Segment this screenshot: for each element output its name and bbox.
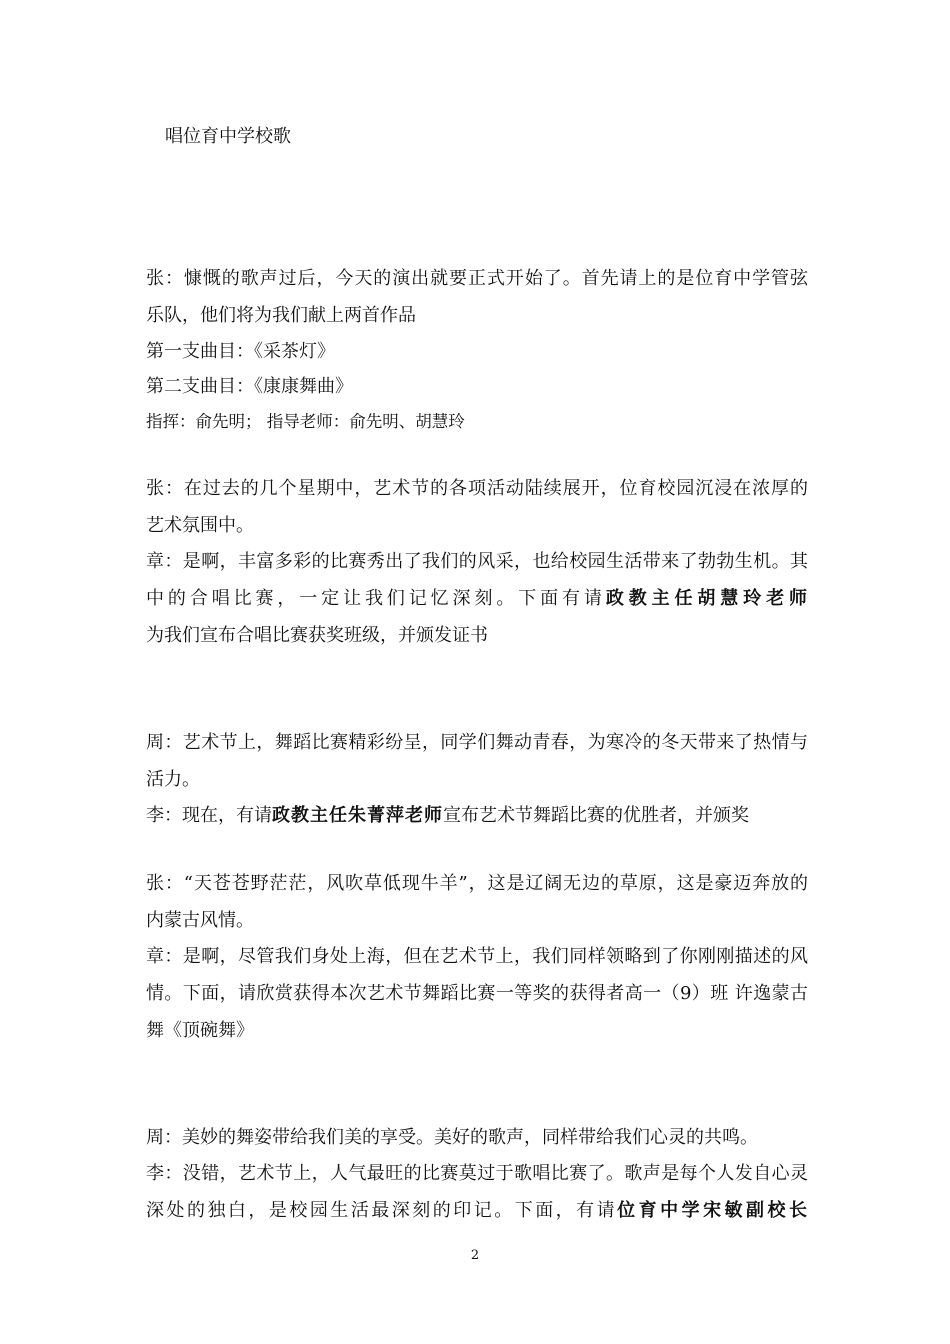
paragraph-line: 张：慷慨的歌声过后，今天的演出就要正式开始了。首先请上的是位育中学管弦 bbox=[146, 268, 808, 289]
paragraph-line bbox=[146, 588, 808, 610]
paragraph-line: 张：在过去的几个星期中，艺术节的各项活动陆续展开，位育校园沉浸在浓厚的 bbox=[146, 478, 808, 499]
paragraph-line: 情。下面，请欣赏获得本次艺术节舞蹈比赛一等奖的获得者高一（9）班 许逸蒙古 bbox=[146, 983, 808, 1004]
paragraph-line: 周：美妙的舞姿带给我们美的享受。美好的歌声，同样带给我们心灵的共鸣。 bbox=[146, 1127, 758, 1148]
paragraph-line: 李：没错，艺术节上，人气最旺的比赛莫过于歌唱比赛了。歌声是每个人发自心灵 bbox=[146, 1163, 808, 1184]
bold-name: 位育中学宋敏副校长 bbox=[617, 1200, 809, 1221]
paragraph-line: 章：是啊，丰富多彩的比赛秀出了我们的风采，也给校园生活带来了勃勃生机。其 bbox=[146, 551, 808, 572]
bold-name: 政教主任胡慧玲老师 bbox=[605, 588, 808, 609]
paragraph-line: 章：是啊，尽管我们身处上海，但在艺术节上，我们同样领略到了你刚刚描述的风 bbox=[146, 946, 808, 967]
paragraph-line: 为我们宣布合唱比赛获奖班级，并颁发证书 bbox=[146, 625, 488, 646]
paragraph-line: 指挥：俞先明； 指导老师：俞先明、胡慧玲 bbox=[146, 412, 465, 431]
paragraph-line: 第一支曲目：《采茶灯》 bbox=[146, 341, 335, 362]
text-span: 李：现在，有请 bbox=[146, 805, 272, 826]
text-span: 中的合唱比赛，一定让我们记忆深刻。下面有请 bbox=[146, 588, 606, 609]
paragraph-line bbox=[146, 805, 808, 827]
paragraph-line: 艺术氛围中。 bbox=[146, 515, 254, 536]
song-title: 唱位育中学校歌 bbox=[165, 126, 291, 147]
paragraph-line: 张：“天苍苍野茫茫，风吹草低现牛羊”，这是辽阔无边的草原，这是豪迈奔放的 bbox=[146, 873, 808, 894]
text-span: 深处的独白，是校园生活最深刻的印记。下面，有请 bbox=[146, 1200, 618, 1221]
bold-name: 政教主任朱菁萍老师 bbox=[272, 805, 443, 826]
paragraph-line: 第二支曲目：《康康舞曲》 bbox=[146, 376, 353, 397]
paragraph-line: 周：艺术节上，舞蹈比赛精彩纷呈，同学们舞动青春，为寒冷的冬天带来了热情与 bbox=[146, 732, 808, 753]
paragraph-line bbox=[146, 1200, 808, 1222]
paragraph-line: 舞《顶碗舞》 bbox=[146, 1020, 254, 1041]
text-span: 宣布艺术节舞蹈比赛的优胜者，并颁奖 bbox=[443, 805, 749, 826]
paragraph-line: 内蒙古风情。 bbox=[146, 910, 254, 931]
page-number: 2 bbox=[470, 1248, 480, 1263]
paragraph-line: 活力。 bbox=[146, 769, 200, 790]
paragraph-line: 乐队，他们将为我们献上两首作品 bbox=[146, 305, 416, 326]
